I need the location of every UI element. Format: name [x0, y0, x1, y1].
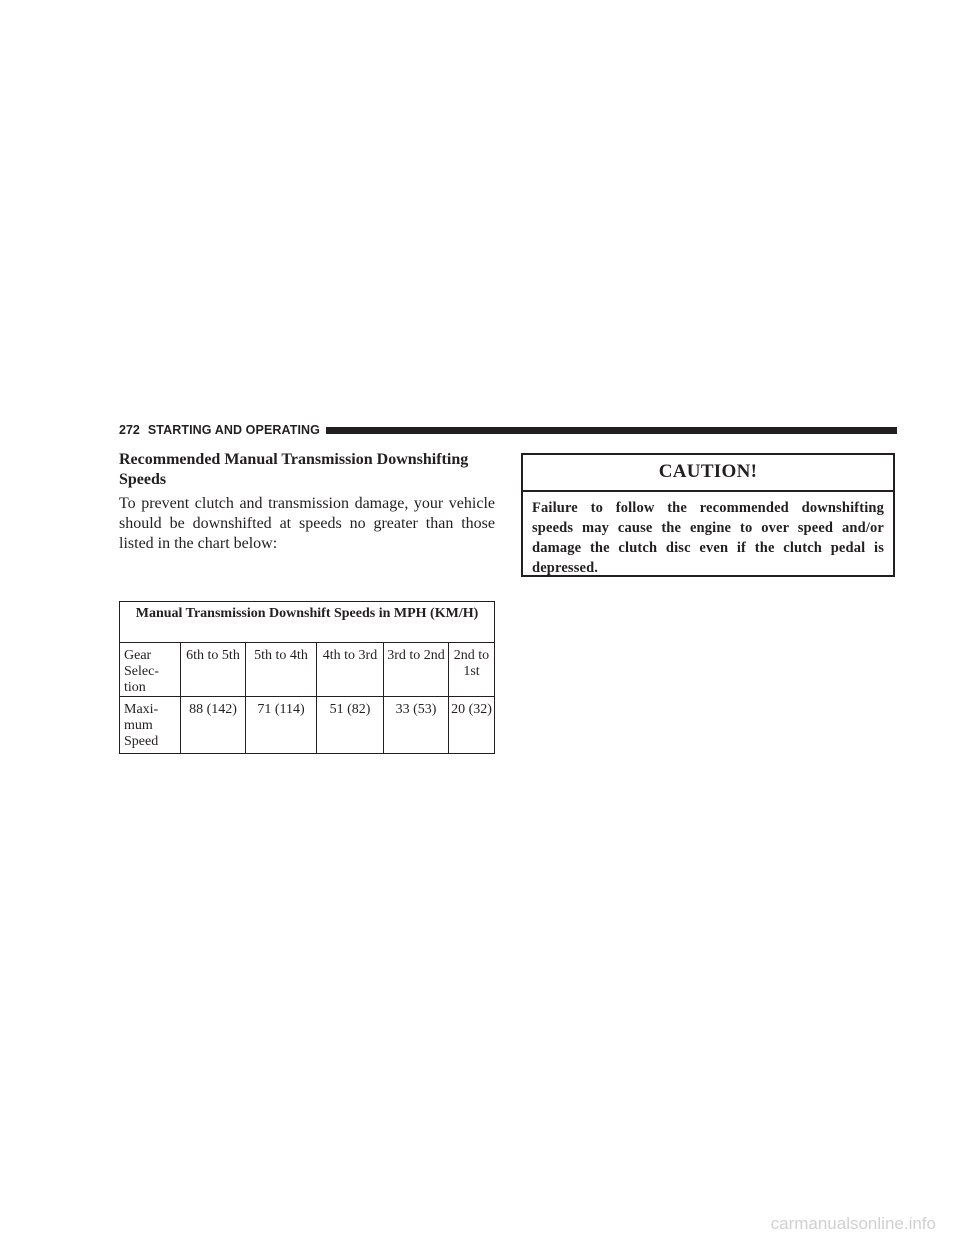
section-heading: Recommended Manual Transmission Downshifting Speeds: [119, 451, 469, 488]
gear-col-3: 4th to 3rd: [317, 643, 384, 697]
table-row: [120, 697, 495, 754]
caution-text: Failure to follow the recommended downshifting speeds may cause the engine to over speed and/or damage the clutch disc even if the clutch pedal is depressed.: [532, 500, 884, 576]
speed-val-3: 51 (82): [317, 697, 384, 754]
speed-val-1: 88 (142): [181, 697, 246, 754]
table-row: [120, 643, 495, 697]
speed-val-5: 20 (32): [449, 697, 495, 754]
section-title: STARTING AND OPERATING: [147, 423, 320, 437]
header-rule: [326, 427, 897, 434]
gear-col-1: 6th to 5th: [181, 643, 246, 697]
gear-col-2: 5th to 4th: [246, 643, 317, 697]
speed-val-4: 33 (53): [384, 697, 449, 754]
table-title: Manual Transmission Downshift Speeds in MPH (KM/H): [120, 602, 495, 643]
gear-selection-label: Gear Selec- tion: [120, 643, 181, 697]
speed-val-2: 71 (114): [246, 697, 317, 754]
left-column: [119, 450, 495, 554]
caution-title: CAUTION!: [523, 455, 893, 492]
downshift-speeds-table: [119, 601, 495, 754]
max-speed-label: Maxi- mum Speed: [120, 697, 181, 754]
gear-col-5: 2nd to 1st: [449, 643, 495, 697]
gear-col-4: 3rd to 2nd: [384, 643, 449, 697]
page-number: 272: [119, 423, 140, 437]
section-body: To prevent clutch and transmission damage, your vehicle should be downshifted at speeds no greater than those listed in the chart below:: [119, 495, 495, 552]
page-header: [119, 421, 897, 439]
caution-box: [521, 453, 895, 577]
watermark: carmanualsonline.info: [770, 1214, 936, 1233]
